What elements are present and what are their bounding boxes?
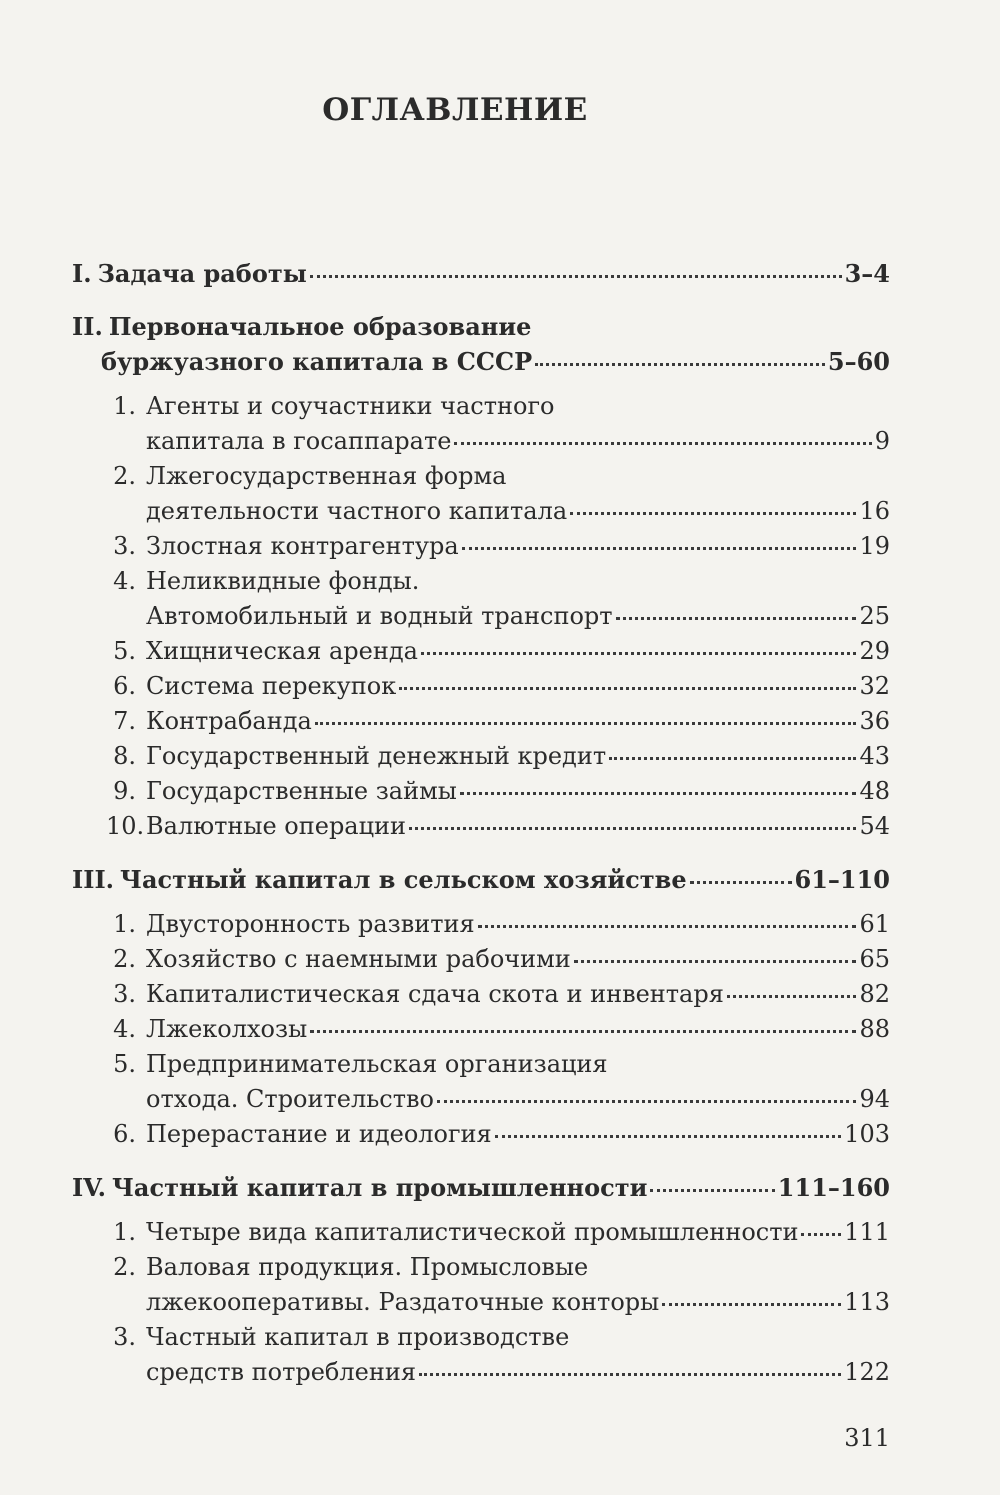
subsection-page: 65	[859, 945, 890, 973]
subsection-entry	[72, 634, 890, 669]
leader-dots	[570, 512, 856, 515]
subsection-entry	[72, 942, 890, 977]
section-number: I.	[72, 259, 92, 288]
leader-dots	[315, 722, 857, 725]
subsection-entry	[72, 1082, 890, 1117]
subsection-number: 3.	[113, 532, 136, 560]
leader-dots	[616, 617, 857, 620]
subsection-title: Система перекупок	[146, 672, 397, 700]
subsection-entry	[72, 1285, 890, 1320]
subsection-title: Перерастание и идеология	[146, 1120, 492, 1148]
subsection-entry	[72, 1117, 890, 1152]
subsection-entry	[72, 459, 890, 494]
subsection-entry	[72, 1320, 890, 1355]
subsection-gap	[72, 897, 890, 907]
section-pages: 3–4	[844, 259, 890, 288]
subsection-number: 1.	[113, 1218, 136, 1246]
subsection-page: 54	[859, 812, 890, 840]
subsection-number: 5.	[113, 637, 136, 665]
subsection-number: 10.	[106, 812, 145, 840]
subsection-entry	[72, 669, 890, 704]
subsection-page: 122	[844, 1358, 890, 1386]
subsection-page: 19	[859, 532, 890, 560]
section-title: Частный капитал в промышленности	[112, 1173, 648, 1202]
subsection-title: Валютные операции	[146, 812, 407, 840]
section-title: Задача работы	[97, 259, 307, 288]
subsection-page: 94	[859, 1085, 890, 1113]
leader-dots	[310, 1030, 856, 1033]
subsection-number: 4.	[113, 567, 136, 595]
subsection-number: 2.	[113, 945, 136, 973]
subsection-entry	[72, 564, 890, 599]
subsection-title: Лжегосударственная форма	[146, 462, 507, 490]
subsection-title: Агенты и соучастники частного	[146, 392, 555, 420]
leader-dots	[409, 827, 856, 830]
subsection-title: деятельности частного капитала	[146, 497, 568, 525]
subsection-page: 36	[859, 707, 890, 735]
subsection-page: 25	[859, 602, 890, 630]
leader-dots	[437, 1100, 856, 1103]
subsection-title: Хозяйство с наемными рабочими	[146, 945, 571, 973]
subsection-page: 32	[859, 672, 890, 700]
leader-dots	[462, 547, 857, 550]
section-number: II.	[72, 312, 103, 341]
subsection-title: капитала в госаппарате	[146, 427, 452, 455]
subsection-page: 88	[859, 1015, 890, 1043]
leader-dots	[495, 1135, 842, 1138]
section-number: IV.	[72, 1173, 107, 1202]
subsection-number: 6.	[113, 672, 136, 700]
subsection-page: 43	[859, 742, 890, 770]
subsection-title: Четыре вида капиталистической промышленности	[146, 1218, 799, 1246]
subsection-page: 16	[859, 497, 890, 525]
subsection-gap	[72, 379, 890, 389]
section-title: буржуазного капитала в СССР	[101, 347, 533, 376]
subsection-title: Автомобильный и водный транспорт	[146, 602, 613, 630]
section-gap	[72, 844, 890, 862]
subsection-entry	[72, 907, 890, 942]
leader-dots	[690, 881, 792, 884]
page-number: 311	[844, 1424, 890, 1452]
section-title: Первоначальное образование	[108, 312, 532, 341]
leader-dots	[574, 960, 857, 963]
subsection-entry	[72, 494, 890, 529]
subsection-page: 111	[844, 1218, 890, 1246]
subsection-entry	[72, 599, 890, 634]
subsection-title: Неликвидные фонды.	[146, 567, 420, 595]
subsection-title: Капиталистическая сдача скота и инвентаря	[146, 980, 724, 1008]
subsection-entry	[72, 389, 890, 424]
subsection-entry	[72, 1355, 890, 1390]
subsection-number: 1.	[113, 910, 136, 938]
subsection-title: отхода. Строительство	[146, 1085, 434, 1113]
leader-dots	[460, 792, 857, 795]
subsection-entry	[72, 1250, 890, 1285]
subsection-title: Злостная контрагентура	[146, 532, 459, 560]
leader-dots	[609, 757, 856, 760]
section-gap	[72, 291, 890, 309]
subsection-entry	[72, 704, 890, 739]
subsection-entry	[72, 774, 890, 809]
subsection-number: 9.	[113, 777, 136, 805]
subsection-page: 9	[874, 427, 890, 455]
subsection-number: 7.	[113, 707, 136, 735]
section-gap	[72, 1152, 890, 1170]
table-of-contents	[72, 256, 890, 1390]
subsection-title: Валовая продукция. Промысловые	[146, 1253, 589, 1281]
subsection-title: Контрабанда	[146, 707, 312, 735]
subsection-page: 82	[859, 980, 890, 1008]
leader-dots	[727, 995, 857, 998]
subsection-title: Государственные займы	[146, 777, 457, 805]
leader-dots	[419, 1373, 841, 1376]
subsection-title: средств потребления	[146, 1358, 416, 1386]
subsection-page: 48	[859, 777, 890, 805]
leader-dots	[662, 1303, 841, 1306]
section-pages: 61–110	[794, 865, 890, 894]
section-heading	[72, 309, 890, 344]
leader-dots	[454, 442, 871, 445]
subsection-gap	[72, 1205, 890, 1215]
subsection-page: 29	[859, 637, 890, 665]
subsection-entry	[72, 809, 890, 844]
subsection-page: 61	[859, 910, 890, 938]
subsection-title: Хищническая аренда	[146, 637, 418, 665]
leader-dots	[399, 687, 856, 690]
subsection-number: 4.	[113, 1015, 136, 1043]
section-title: Частный капитал в сельском хозяйстве	[120, 865, 687, 894]
subsection-entry	[72, 977, 890, 1012]
section-number: III.	[72, 865, 115, 894]
leader-dots	[535, 363, 825, 366]
subsection-number: 3.	[113, 1323, 136, 1351]
subsection-entry	[72, 424, 890, 459]
section-heading	[72, 256, 890, 291]
subsection-entry	[72, 1047, 890, 1082]
subsection-entry	[72, 1012, 890, 1047]
leader-dots	[801, 1233, 841, 1236]
subsection-entry	[72, 739, 890, 774]
subsection-title: Частный капитал в производстве	[146, 1323, 570, 1351]
section-heading	[72, 862, 890, 897]
subsection-number: 6.	[113, 1120, 136, 1148]
subsection-number: 3.	[113, 980, 136, 1008]
subsection-title: Государственный денежный кредит	[146, 742, 607, 770]
section-heading	[72, 1170, 890, 1205]
subsection-title: лжекооперативы. Раздаточные конторы	[146, 1288, 660, 1316]
section-heading	[72, 344, 890, 379]
leader-dots	[310, 275, 842, 278]
subsection-number: 5.	[113, 1050, 136, 1078]
subsection-number: 2.	[113, 1253, 136, 1281]
section-pages: 111–160	[777, 1173, 890, 1202]
leader-dots	[421, 652, 857, 655]
subsection-number: 1.	[113, 392, 136, 420]
subsection-entry	[72, 1215, 890, 1250]
subsection-title: Предпринимательская организация	[146, 1050, 608, 1078]
subsection-number: 8.	[113, 742, 136, 770]
page-title: ОГЛАВЛЕНИЕ	[322, 92, 588, 128]
leader-dots	[478, 925, 857, 928]
subsection-title: Лжеколхозы	[146, 1015, 308, 1043]
leader-dots	[650, 1189, 774, 1192]
subsection-page: 113	[844, 1288, 890, 1316]
subsection-title: Двусторонность развития	[146, 910, 475, 938]
subsection-number: 2.	[113, 462, 136, 490]
subsection-entry	[72, 529, 890, 564]
section-pages: 5–60	[827, 347, 890, 376]
subsection-page: 103	[844, 1120, 890, 1148]
